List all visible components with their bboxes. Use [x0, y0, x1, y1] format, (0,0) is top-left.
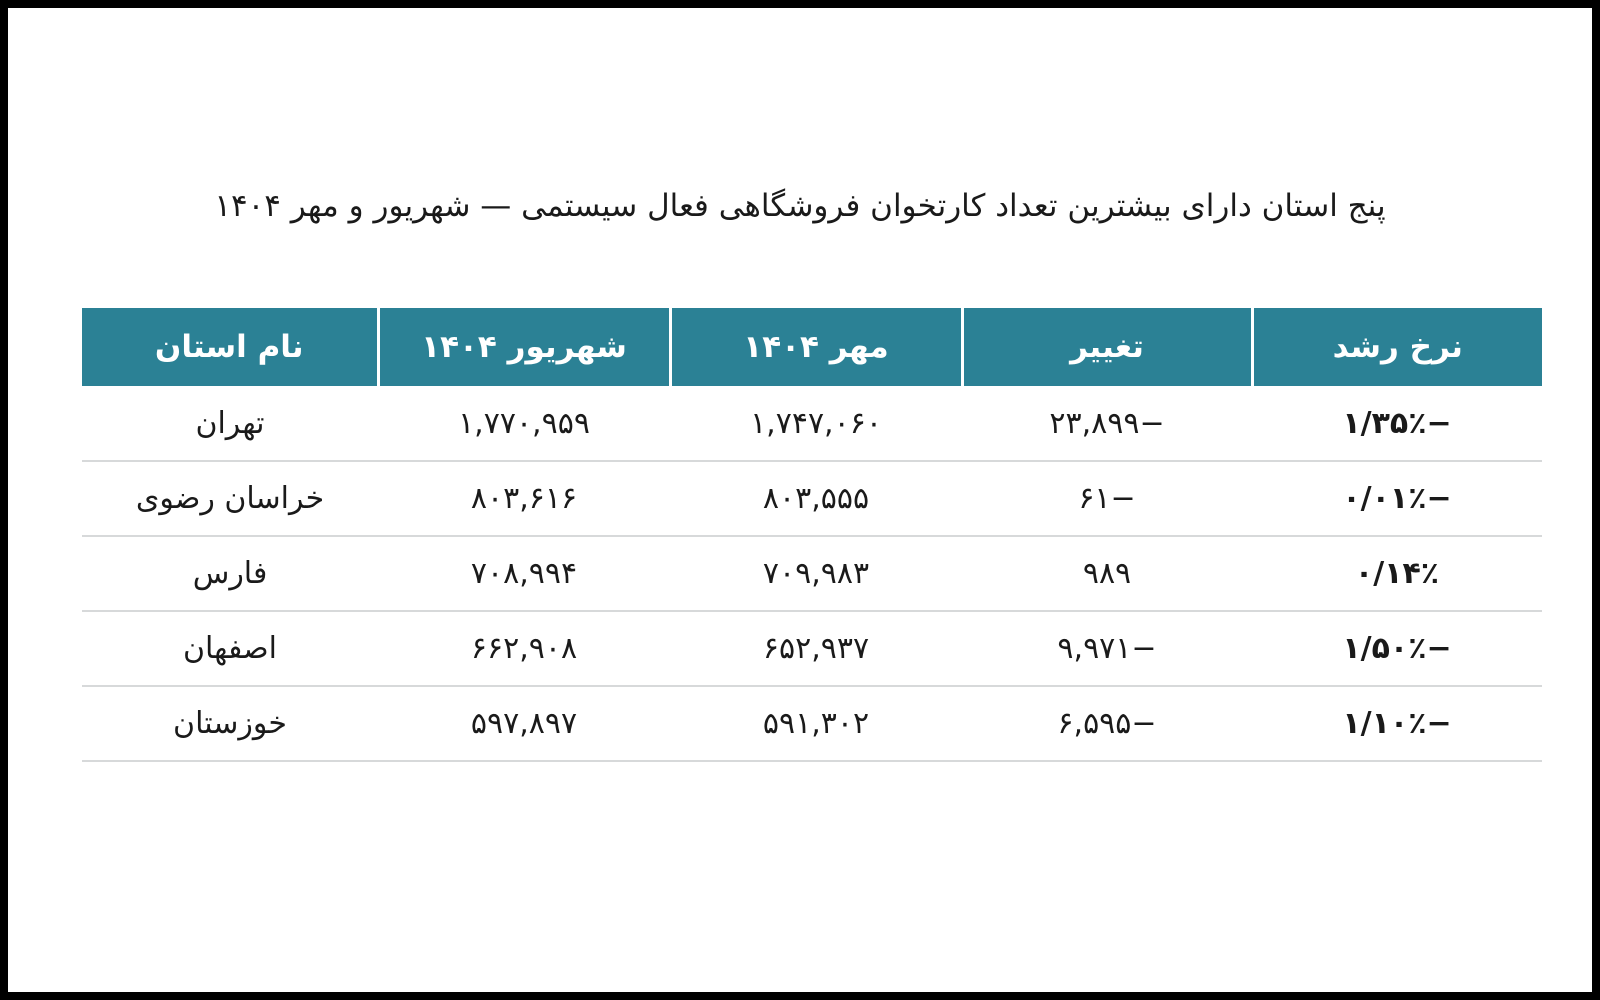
column-header-change: تغییر — [962, 308, 1252, 386]
cell-shahrivar-1404: ۷۰۸,۹۹۴ — [378, 536, 670, 611]
table-row — [82, 536, 1542, 611]
page-title: پنج استان دارای بیشترین تعداد کارتخوان فروشگاهی فعال سیستمی — شهریور و مهر ۱۴۰۴ — [214, 188, 1386, 224]
cell-shahrivar-1404: ۶۶۲,۹۰۸ — [378, 611, 670, 686]
cell-mehr-1404: ۸۰۳,۵۵۵ — [670, 461, 962, 536]
table-body — [82, 386, 1542, 761]
cell-growth-rate: −۱/۳۵٪ — [1252, 386, 1542, 461]
cell-change: ۹۸۹ — [962, 536, 1252, 611]
cell-growth-rate: −۰/۰۱٪ — [1252, 461, 1542, 536]
column-header-province-name: نام استان — [82, 308, 378, 386]
column-header-mehr-1404: مهر ۱۴۰۴ — [670, 308, 962, 386]
cell-growth-rate: −۱/۵۰٪ — [1252, 611, 1542, 686]
cell-province-name: تهران — [82, 386, 378, 461]
table-row — [82, 686, 1542, 761]
cell-change: −۲۳,۸۹۹ — [962, 386, 1252, 461]
cell-mehr-1404: ۶۵۲,۹۳۷ — [670, 611, 962, 686]
table-row — [82, 461, 1542, 536]
column-header-growth-rate: نرخ رشد — [1252, 308, 1542, 386]
cell-province-name: خراسان رضوی — [82, 461, 378, 536]
cell-change: −۶۱ — [962, 461, 1252, 536]
cell-growth-rate: −۱/۱۰٪ — [1252, 686, 1542, 761]
cell-mehr-1404: ۵۹۱,۳۰۲ — [670, 686, 962, 761]
cell-growth-rate: ۰/۱۴٪ — [1252, 536, 1542, 611]
provinces-pos-table — [82, 308, 1542, 762]
column-header-shahrivar-1404: شهریور ۱۴۰۴ — [378, 308, 670, 386]
table-row — [82, 611, 1542, 686]
table-header-row — [82, 308, 1542, 386]
cell-mehr-1404: ۱,۷۴۷,۰۶۰ — [670, 386, 962, 461]
table-header — [82, 308, 1542, 386]
cell-province-name: خوزستان — [82, 686, 378, 761]
table-row — [82, 386, 1542, 461]
cell-change: −۶,۵۹۵ — [962, 686, 1252, 761]
cell-shahrivar-1404: ۸۰۳,۶۱۶ — [378, 461, 670, 536]
document-page — [8, 8, 1592, 992]
cell-shahrivar-1404: ۱,۷۷۰,۹۵۹ — [378, 386, 670, 461]
cell-province-name: اصفهان — [82, 611, 378, 686]
table-container — [58, 308, 1542, 762]
cell-shahrivar-1404: ۵۹۷,۸۹۷ — [378, 686, 670, 761]
cell-change: −۹,۹۷۱ — [962, 611, 1252, 686]
cell-mehr-1404: ۷۰۹,۹۸۳ — [670, 536, 962, 611]
cell-province-name: فارس — [82, 536, 378, 611]
